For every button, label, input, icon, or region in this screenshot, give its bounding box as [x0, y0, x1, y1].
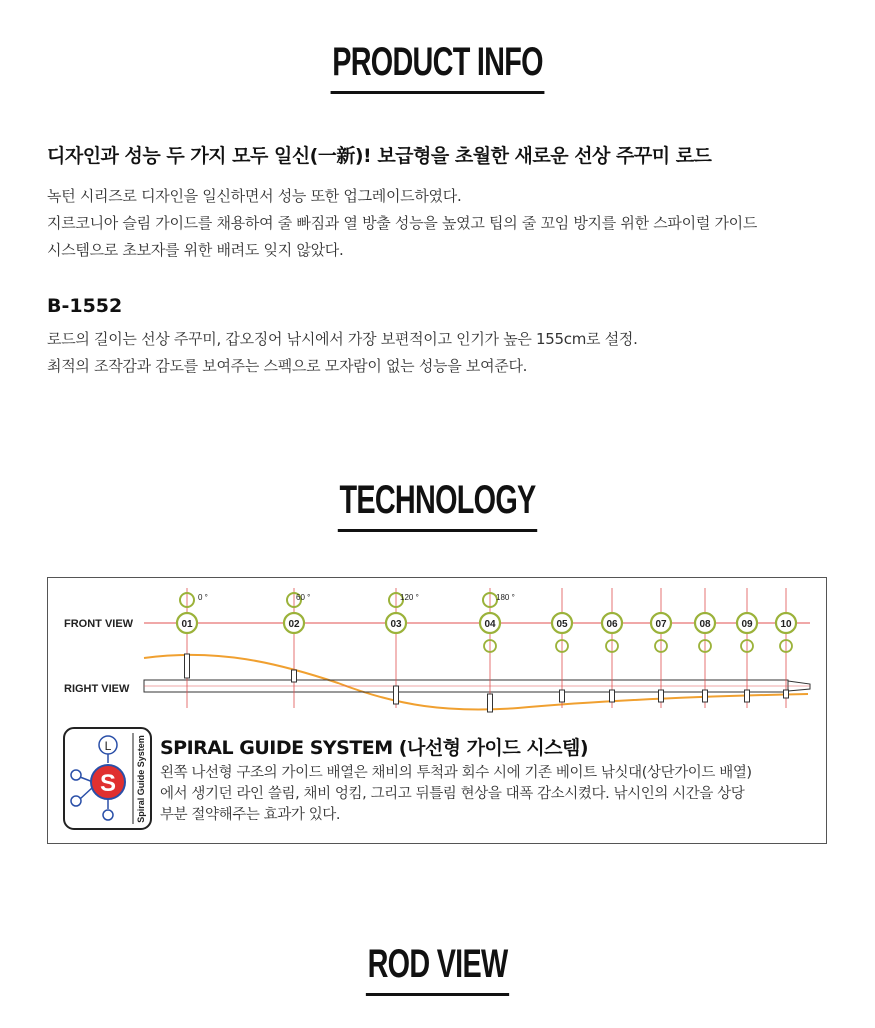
line-path [144, 655, 808, 710]
sgs-title: SPIRAL GUIDE SYSTEM (나선형 가이드 시스템) [160, 737, 589, 759]
guide-07 [651, 588, 671, 708]
sgs-logo-icon [63, 727, 152, 830]
model-description [47, 326, 638, 380]
description-line: 시스템으로 초보자를 위한 배려도 잊지 않았다. [47, 241, 344, 259]
guide-08 [695, 588, 715, 708]
guide-number: 04 [484, 619, 496, 630]
model-name: B-1552 [47, 295, 123, 317]
rod-view-title: ROD VIEW [123, 942, 753, 996]
right-view-label: RIGHT VIEW [64, 683, 130, 695]
guide-number: 10 [780, 619, 792, 630]
description-line: 녹턴 시리즈로 디자인을 일신하면서 성능 또한 업그레이드하였다. [47, 187, 462, 205]
product-headline: 디자인과 성능 두 가지 모두 일신(一新)! 보급형을 초월한 새로운 선상 주꾸미 로드 [47, 145, 712, 167]
front-view-label: FRONT VIEW [64, 618, 134, 630]
guide-number: 07 [655, 619, 667, 630]
product-info-title: PRODUCT INFO [123, 40, 753, 94]
guide-foot [745, 690, 750, 702]
description-line: 지르코니아 슬림 가이드를 채용하여 줄 빠짐과 열 방출 성능을 높였고 팁의 줄 꼬임 방지를 위한 스파이럴 가이드 [47, 214, 758, 232]
guide-foot [784, 690, 789, 698]
sgs-description-line: 왼쪽 나선형 구조의 가이드 배열은 채비의 투척과 회수 시에 기존 베이트 낚싯대(상단가이드 배열) [160, 765, 752, 781]
guide-foot [560, 690, 565, 702]
angle-label: 60 ° [296, 593, 311, 602]
guide-04 [480, 588, 500, 712]
model-description-line: 최적의 조작감과 감도를 보여주는 스펙으로 모자람이 없는 성능을 보여준다. [47, 357, 528, 375]
technology-diagram-box [47, 577, 827, 844]
guide-06 [602, 588, 622, 708]
product-description [47, 183, 757, 264]
guide-foot [488, 694, 493, 712]
angle-label: 120 ° [400, 593, 419, 602]
guide-foot [610, 690, 615, 702]
guides-layer [177, 588, 796, 712]
guide-03 [386, 588, 406, 708]
angle-label: 180 ° [496, 593, 515, 602]
guide-01 [177, 588, 197, 708]
guide-foot [292, 670, 297, 682]
guide-number: 05 [556, 619, 568, 630]
sgs-description-line: 에서 생기던 라인 쓸림, 채비 엉킴, 그리고 뒤틀림 현상을 대폭 감소시켰다. 낚시인의 시간을 상당 [160, 786, 745, 802]
guide-number: 09 [741, 619, 753, 630]
technology-title: TECHNOLOGY [123, 478, 753, 532]
model-description-line: 로드의 길이는 선상 주꾸미, 갑오징어 낚시에서 가장 보편적이고 인기가 높은 155cm로 설정. [47, 330, 638, 348]
guide-number: 02 [288, 619, 300, 630]
guide-number: 01 [181, 619, 193, 630]
guide-number: 06 [606, 619, 618, 630]
guide-foot [185, 654, 190, 678]
guide-05 [552, 588, 572, 708]
logo-side-text: Spiral Guide System [136, 735, 146, 823]
guide-10 [776, 588, 796, 708]
guide-foot [394, 686, 399, 704]
guide-diagram [48, 578, 826, 728]
guide-foot [703, 690, 708, 702]
sgs-description [160, 763, 752, 826]
logo-letter-s: S [99, 770, 117, 797]
guide-number: 08 [699, 619, 711, 630]
logo-letter-l: L [104, 739, 112, 753]
sgs-description-line: 부분 절약해주는 효과가 있다. [160, 807, 341, 823]
guide-number: 03 [390, 619, 402, 630]
guide-foot [659, 690, 664, 702]
guide-09 [737, 588, 757, 708]
spiral-guide-system-logo [63, 727, 152, 830]
angle-label: 0 ° [198, 593, 208, 602]
guide-02 [284, 588, 304, 708]
